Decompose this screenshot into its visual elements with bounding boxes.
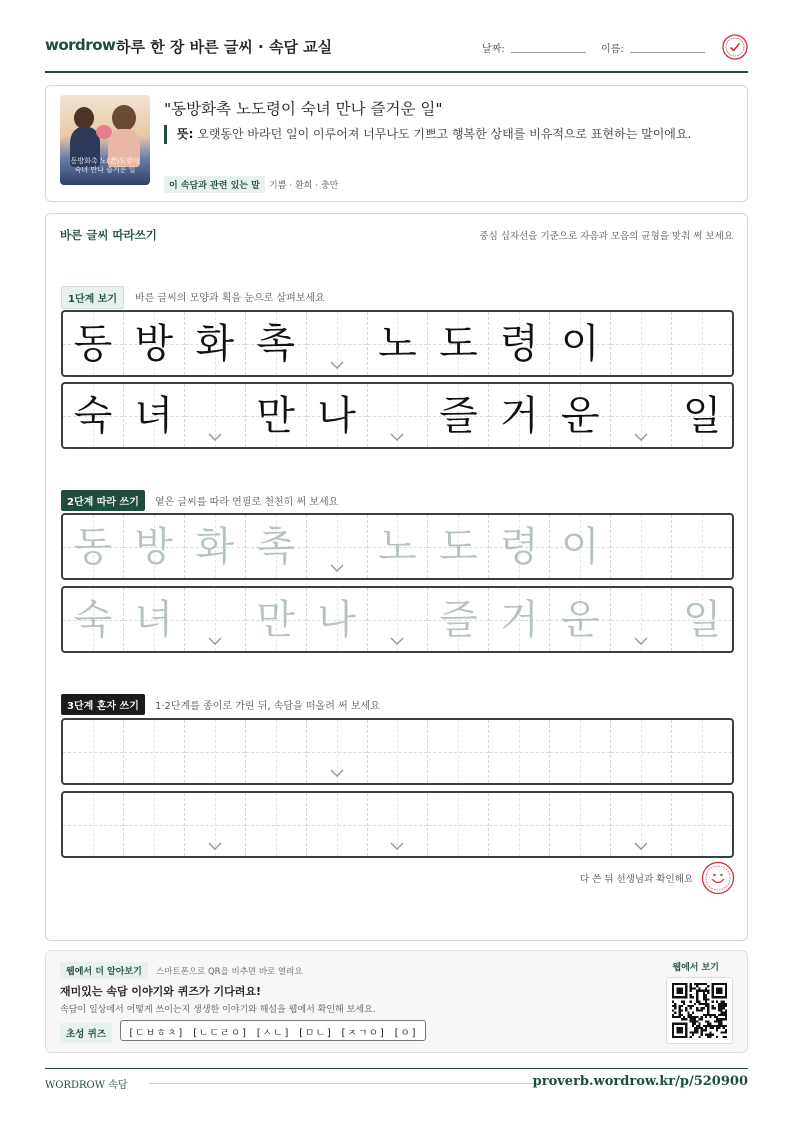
grid-cell — [672, 312, 732, 375]
footer-rule — [149, 1083, 537, 1084]
grid-char: 숙 — [73, 596, 113, 643]
space-mark-icon — [208, 637, 222, 645]
grid-char: 운 — [560, 596, 600, 643]
grid-cell[interactable] — [489, 588, 550, 651]
space-mark-icon — [330, 361, 344, 369]
space-mark-icon — [330, 564, 344, 572]
page-header — [45, 30, 748, 73]
name-label: 이름: — [601, 44, 624, 55]
footer-url[interactable]: proverb.wordrow.kr/p/520900 — [532, 1074, 748, 1089]
grid-cell[interactable] — [489, 793, 550, 856]
grid-cell[interactable] — [307, 720, 368, 783]
footer-divider — [45, 1068, 748, 1069]
qr-label: 웹에서 보기 — [672, 963, 719, 973]
grid-cell[interactable] — [672, 515, 732, 578]
page-title: 하루 한 장 바른 글씨 · 속담 교실 — [116, 38, 333, 56]
grid-cell — [611, 384, 672, 447]
web-heading: 재미있는 속담 이야기와 퀴즈가 기다려요! — [60, 985, 261, 998]
step1-badge: 1단계 보기 — [61, 286, 124, 309]
grid-char: 이 — [560, 523, 600, 570]
grid-char: 령 — [499, 523, 539, 570]
chosung-quiz: [ㄷㅂㅎㅊ] [ㄴㄷㄹㅇ] [ㅅㄴ] [ㅁㄴ] [ㅈㄱㅇ] [ㅇ] — [120, 1020, 426, 1041]
space-mark-icon — [634, 637, 648, 645]
grid-cell — [611, 312, 672, 375]
illustration-caption-line1: 동방화촉 노(老)도령이 — [70, 157, 140, 165]
grid-char: 방 — [134, 523, 174, 570]
grid-char: 나 — [317, 392, 356, 439]
grid-cell — [489, 312, 550, 375]
grid-cell[interactable] — [672, 720, 732, 783]
date-field[interactable] — [511, 52, 586, 53]
web-info-box — [45, 950, 748, 1053]
grid-cell[interactable] — [428, 515, 489, 578]
grid-cell[interactable] — [307, 515, 368, 578]
grid-char: 도 — [439, 320, 478, 367]
grid-char: 거 — [499, 392, 539, 439]
grid-cell — [368, 384, 429, 447]
related-label: 이 속담과 관련 있는 말 — [164, 176, 265, 193]
grid-cell[interactable] — [246, 793, 307, 856]
grid-char: 화 — [195, 523, 235, 570]
step2-line2[interactable] — [61, 586, 734, 653]
step2-line1[interactable] — [61, 513, 734, 580]
grid-cell — [428, 384, 489, 447]
grid-char: 촉 — [256, 320, 295, 367]
grid-cell[interactable] — [368, 588, 429, 651]
date-label: 날짜: — [482, 44, 505, 55]
grid-cell[interactable] — [63, 793, 124, 856]
space-mark-icon — [390, 842, 404, 850]
web-badge: 웹에서 더 알아보기 — [60, 962, 148, 979]
proverb-title: "동방화촉 노도령이 숙녀 만나 즐거운 일" — [164, 100, 443, 118]
grid-char: 방 — [134, 320, 174, 367]
grid-cell[interactable] — [672, 793, 732, 856]
grid-cell[interactable] — [185, 720, 246, 783]
grid-char: 숙 — [73, 392, 113, 439]
space-mark-icon — [208, 842, 222, 850]
grid-cell[interactable] — [550, 720, 611, 783]
quiz-label: 초성 퀴즈 — [60, 1023, 112, 1043]
grid-cell[interactable] — [611, 720, 672, 783]
practice-title: 바른 글씨 따라쓰기 — [60, 228, 157, 242]
grid-cell[interactable] — [550, 588, 611, 651]
grid-cell — [246, 312, 307, 375]
grid-char: 녀 — [134, 392, 174, 439]
grid-char: 만 — [256, 596, 295, 643]
grid-cell[interactable] — [185, 515, 246, 578]
grid-char: 노 — [378, 320, 417, 367]
grid-char: 촉 — [256, 523, 295, 570]
space-mark-icon — [390, 433, 404, 441]
grid-cell[interactable] — [611, 588, 672, 651]
grid-cell[interactable] — [672, 588, 732, 651]
proverb-illustration — [60, 95, 150, 185]
step3-desc: 1·2단계를 종이로 가린 뒤, 속담을 떠올려 써 보세요 — [155, 701, 380, 712]
proverb-meaning — [164, 125, 729, 144]
step3-badge: 3단계 혼자 쓰기 — [61, 694, 145, 715]
space-mark-icon — [208, 433, 222, 441]
grid-cell[interactable] — [368, 720, 429, 783]
grid-char: 령 — [499, 320, 539, 367]
grid-cell — [185, 384, 246, 447]
name-field[interactable] — [630, 52, 705, 53]
step3-line2[interactable] — [61, 791, 734, 858]
grid-cell[interactable] — [307, 793, 368, 856]
teacher-check-note: 다 쓴 뒤 선생님과 확인해요 — [579, 874, 693, 885]
related-words: 기쁨 · 환희 · 충만 — [269, 181, 339, 191]
grid-cell[interactable] — [124, 720, 185, 783]
wordrow-logo: wordrow — [45, 36, 116, 54]
grid-char: 만 — [256, 392, 295, 439]
grid-char: 화 — [195, 320, 235, 367]
step1-line2 — [61, 382, 734, 449]
illustration-caption-line2: 숙녀 만나 즐거운 일 — [74, 166, 136, 174]
space-mark-icon — [634, 842, 648, 850]
grid-cell[interactable] — [124, 793, 185, 856]
grid-cell — [124, 384, 185, 447]
grid-cell[interactable] — [611, 515, 672, 578]
qr-code[interactable] — [666, 977, 733, 1044]
grid-char: 이 — [560, 320, 600, 367]
grid-char: 노 — [378, 523, 417, 570]
grid-char: 동 — [73, 523, 113, 570]
grid-cell — [63, 384, 124, 447]
space-mark-icon — [634, 433, 648, 441]
grid-cell[interactable] — [368, 793, 429, 856]
grid-char: 도 — [439, 523, 478, 570]
grid-char: 녀 — [134, 596, 174, 643]
grid-cell — [489, 384, 550, 447]
grid-char: 거 — [499, 596, 539, 643]
grid-cell[interactable] — [63, 588, 124, 651]
grid-cell — [246, 384, 307, 447]
grid-cell[interactable] — [428, 720, 489, 783]
qr-code-icon — [672, 983, 727, 1038]
grid-char: 동 — [73, 320, 113, 367]
grid-cell[interactable] — [307, 588, 368, 651]
grid-cell[interactable] — [428, 588, 489, 651]
space-mark-icon — [390, 637, 404, 645]
grid-cell[interactable] — [63, 720, 124, 783]
grid-cell — [550, 312, 611, 375]
step1-desc: 바른 글씨의 모양과 획을 눈으로 살펴보세요 — [135, 293, 325, 304]
space-mark-icon — [330, 769, 344, 777]
good-job-stamp-icon — [701, 861, 735, 895]
grid-cell[interactable] — [550, 515, 611, 578]
grid-cell — [307, 312, 368, 375]
grid-char: 즐 — [439, 596, 478, 643]
web-description: 속담이 일상에서 어떻게 쓰이는지 생생한 이야기와 해설을 웹에서 확인해 보세요. — [60, 1005, 376, 1015]
grid-cell[interactable] — [489, 720, 550, 783]
grid-char: 나 — [317, 596, 356, 643]
footer-brand: WORDROW 속담 — [45, 1080, 128, 1091]
web-subtitle: 스마트폰으로 QR을 비추면 바로 열려요 — [156, 967, 303, 977]
grid-cell — [550, 384, 611, 447]
grid-cell — [185, 312, 246, 375]
grid-cell[interactable] — [611, 793, 672, 856]
grid-cell[interactable] — [185, 793, 246, 856]
grid-cell — [307, 384, 368, 447]
meaning-text: 오랫동안 바라던 일이 이루어져 너무나도 기쁘고 행복한 상태를 비유적으로 표현하는 말이에요. — [197, 127, 692, 141]
grid-cell — [428, 312, 489, 375]
grid-char: 일 — [682, 596, 722, 643]
grid-cell[interactable] — [428, 793, 489, 856]
grid-char: 일 — [682, 392, 722, 439]
practice-section — [45, 213, 748, 941]
grid-char: 운 — [560, 392, 600, 439]
grid-cell — [672, 384, 732, 447]
grid-cell[interactable] — [246, 588, 307, 651]
grid-cell — [368, 312, 429, 375]
grid-cell — [63, 312, 124, 375]
grid-cell[interactable] — [550, 793, 611, 856]
grid-cell[interactable] — [368, 515, 429, 578]
practice-hint: 중심 십자선을 기준으로 자음과 모음의 균형을 맞춰 써 보세요 — [479, 231, 733, 242]
step2-desc: 옅은 글씨를 따라 연필로 천천히 써 보세요 — [155, 497, 339, 508]
step2-badge: 2단계 따라 쓰기 — [61, 490, 145, 511]
meaning-label: 뜻: — [177, 127, 194, 141]
grid-cell — [124, 312, 185, 375]
grid-char: 즐 — [439, 392, 478, 439]
grid-cell[interactable] — [489, 515, 550, 578]
step3-line1[interactable] — [61, 718, 734, 785]
grid-cell[interactable] — [246, 720, 307, 783]
proverb-card — [45, 85, 748, 202]
grid-cell[interactable] — [124, 588, 185, 651]
step1-line1 — [61, 310, 734, 377]
check-stamp-icon — [722, 34, 748, 60]
grid-cell[interactable] — [124, 515, 185, 578]
grid-cell[interactable] — [185, 588, 246, 651]
grid-cell[interactable] — [63, 515, 124, 578]
grid-cell[interactable] — [246, 515, 307, 578]
